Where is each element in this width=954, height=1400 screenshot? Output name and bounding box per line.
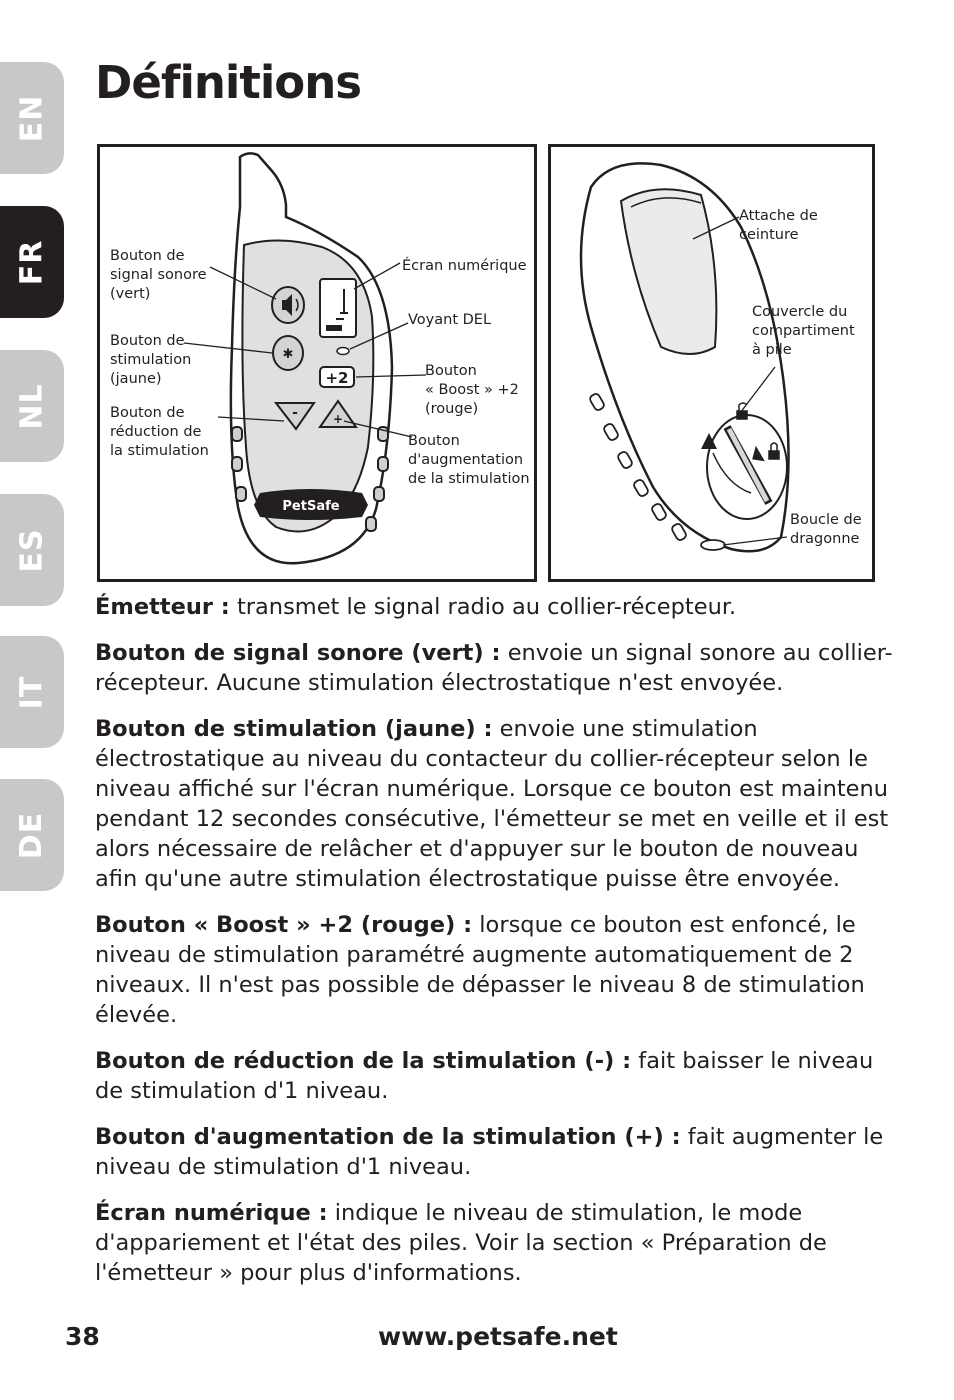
- definition-text: envoie un signal sonore au collier-récepteur. Aucune stimulation électrostatique n'est envoyée.: [95, 640, 893, 696]
- brand-text: PetSafe: [282, 499, 340, 514]
- callout-led: Voyant DEL: [408, 312, 492, 328]
- callout-plus-button: Bouton d'augmentation de la stimulation: [408, 433, 530, 487]
- definitions-list: [95, 592, 895, 1304]
- language-tab-it[interactable]: [0, 636, 64, 748]
- language-tab-label: DE: [14, 811, 50, 859]
- language-tab-label: IT: [14, 675, 50, 709]
- svg-text:✱: ✱: [282, 347, 294, 362]
- svg-text:-: -: [292, 405, 298, 421]
- language-tab-es[interactable]: [0, 494, 64, 606]
- definition-term: Écran numérique :: [95, 1200, 328, 1226]
- page-title: Définitions: [95, 56, 362, 109]
- definition-text: indique le niveau de stimulation, le mode d'appariement et l'état des piles. Voir la section « Préparation de l'émetteur » pour plus d'informations.: [95, 1200, 827, 1286]
- svg-text:+: +: [332, 412, 344, 426]
- definition-text: lorsque ce bouton est enfoncé, le niveau de stimulation paramétré augmente automatiquement de 2 niveaux. Il n'est pas possible de dépasser le niveau 8 de stimulation élevée.: [95, 912, 865, 1028]
- transmitter-figure: [97, 144, 537, 582]
- definition-item: [95, 638, 895, 698]
- callout-stim-button: Bouton de stimulation (jaune): [110, 333, 192, 387]
- language-tab-label: FR: [14, 239, 50, 285]
- led-indicator: [337, 348, 349, 355]
- callout-lanyard-loop: Boucle de dragonne: [790, 512, 862, 547]
- callout-tone-button: Bouton de signal sonore (vert): [110, 248, 207, 302]
- language-tab-label: NL: [14, 382, 50, 430]
- definition-item: [95, 1046, 895, 1106]
- definition-item: [95, 592, 895, 622]
- language-tab-label: EN: [14, 94, 50, 142]
- callout-battery-door: Couvercle du compartiment à pile: [752, 304, 855, 358]
- definition-term: Émetteur :: [95, 594, 230, 620]
- definition-text: fait baisser le niveau de stimulation d'1 niveau.: [95, 1048, 874, 1104]
- boost-button-text: +2: [325, 369, 349, 387]
- language-tab-label: ES: [14, 527, 50, 573]
- definition-item: [95, 1198, 895, 1288]
- definition-item: [95, 714, 895, 894]
- definition-term: Bouton « Boost » +2 (rouge) :: [95, 912, 473, 938]
- website-link[interactable]: www.petsafe.net: [378, 1322, 618, 1351]
- page-number: 38: [65, 1322, 100, 1351]
- definition-item: [95, 910, 895, 1030]
- definition-term: Bouton de réduction de la stimulation (-) :: [95, 1048, 632, 1074]
- callout-minus-button: Bouton de réduction de la stimulation: [110, 405, 209, 459]
- language-tab-fr[interactable]: [0, 206, 64, 318]
- callout-belt-clip: Attache de ceinture: [739, 208, 818, 243]
- language-tab-de[interactable]: [0, 779, 64, 891]
- language-tab-en[interactable]: [0, 62, 64, 174]
- definition-text: transmet le signal radio au collier-récepteur.: [229, 594, 737, 620]
- definition-text: envoie une stimulation électrostatique au niveau du contacteur du collier-récepteur selon le niveau affiché sur l'écran numérique. Lorsque ce bouton est maintenu pendant 12 secondes consécutive, l'émetteur se met en veille et il est alors nécessaire de relâcher et d'appuyer sur le bouton de nouveau afin qu'une autre stimulation électrostatique puisse être envoyée.: [95, 716, 889, 892]
- definition-item: [95, 1122, 895, 1182]
- definition-term: Bouton de signal sonore (vert) :: [95, 640, 501, 666]
- definition-term: Bouton de stimulation (jaune) :: [95, 716, 493, 742]
- callout-display: Écran numérique: [402, 258, 527, 274]
- definition-term: Bouton d'augmentation de la stimulation (+) :: [95, 1124, 681, 1150]
- transmitter-back-figure: [548, 144, 875, 582]
- definition-text: fait augmenter le niveau de stimulation d'1 niveau.: [95, 1124, 884, 1180]
- callout-boost-button: Bouton « Boost » +2 (rouge): [425, 363, 519, 417]
- lanyard-loop: [701, 540, 725, 550]
- language-tab-nl[interactable]: [0, 350, 64, 462]
